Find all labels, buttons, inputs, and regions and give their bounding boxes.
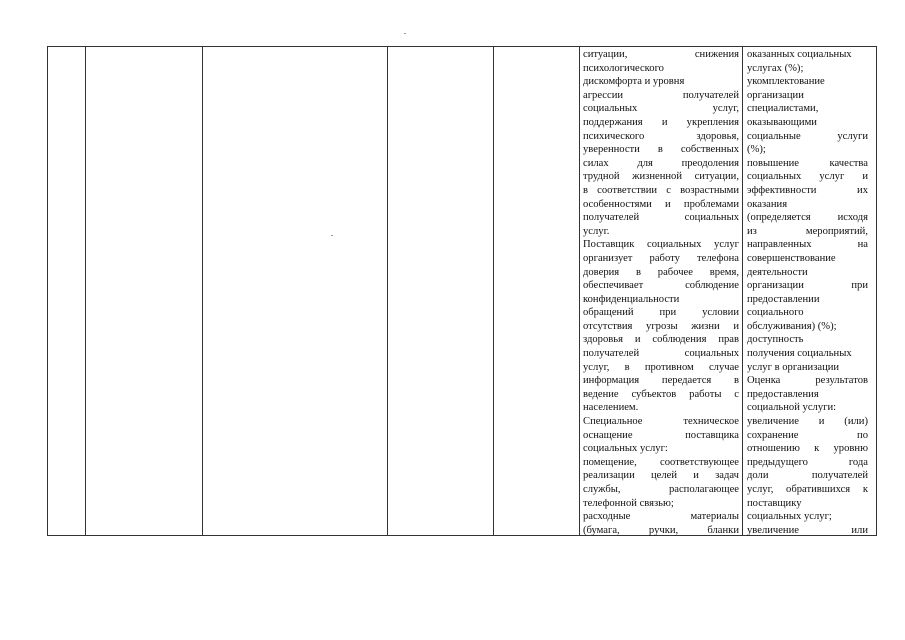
quality-indicators-cell — [747, 48, 868, 537]
text-line: социальные услуги — [747, 130, 868, 142]
text-line: социальных услуг и — [747, 171, 868, 183]
text-line: социальных услуг; — [747, 511, 832, 523]
text-line: увеличение и (или) — [747, 416, 868, 428]
text-line: поддержания и укрепления — [583, 116, 739, 128]
text-line: Оценка результатов — [747, 375, 868, 387]
text-line: психического здоровья, — [583, 130, 739, 142]
text-line: (бумага, ручки, бланки — [583, 524, 739, 536]
table-border-right — [876, 47, 877, 535]
text-line: сохранение по — [747, 429, 868, 441]
text-line: реализации целей и задач — [583, 470, 739, 482]
text-line: оказания — [747, 198, 788, 210]
text-line: в соответствии с возрастными — [583, 184, 739, 196]
text-line: (%); — [747, 144, 766, 156]
text-line: услуг. — [583, 225, 610, 237]
column-divider — [742, 47, 743, 535]
text-line: доступность — [747, 334, 804, 346]
column-divider — [493, 47, 494, 535]
text-line: особенностями и проблемами — [583, 198, 739, 210]
text-line: предоставления — [747, 388, 819, 400]
text-line: обслуживания) (%); — [747, 320, 837, 332]
text-line: организации — [747, 89, 804, 101]
text-line: службы, располагающее — [583, 484, 739, 495]
text-line: трудной жизненной ситуации, — [583, 171, 739, 183]
text-line: дискомфорта и уровня — [583, 76, 685, 88]
text-line: психологического — [583, 62, 664, 74]
text-line: услуг, в противном случае — [583, 361, 739, 373]
text-line: доли получателей — [747, 470, 868, 482]
text-line: организует работу телефона — [583, 252, 739, 264]
text-line: информация передается в — [583, 375, 739, 387]
text-line: ситуации, снижения — [583, 49, 739, 60]
text-line: услуг, обратившихся к — [747, 484, 868, 495]
text-line: оказывающими — [747, 116, 817, 128]
text-line: увеличение или — [747, 524, 868, 536]
text-line: социальных услуг: — [583, 443, 668, 455]
text-line: из мероприятий, — [747, 225, 868, 237]
table-border-left — [47, 47, 48, 535]
text-line: конфиденциальности — [583, 293, 680, 305]
text-line: отсутствия угрозы жизни и — [583, 320, 739, 332]
text-line: предоставлении — [747, 293, 820, 305]
text-line: поставщику — [747, 497, 802, 509]
text-line: оснащение поставщика — [583, 429, 739, 441]
text-line: здоровья и соблюдения прав — [583, 334, 739, 346]
column-divider — [387, 47, 388, 535]
scan-speck — [404, 33, 406, 34]
text-line: телефонной связью; — [583, 497, 674, 509]
text-line: эффективности их — [747, 184, 868, 196]
text-line: населением. — [583, 402, 639, 414]
text-line: деятельности — [747, 266, 808, 278]
text-line: социальной услуги: — [747, 402, 837, 414]
text-line: укомплектование — [747, 76, 825, 88]
text-line: получателей социальных — [583, 212, 739, 224]
text-line: уверенности в собственных — [583, 144, 739, 156]
text-line: агрессии получателей — [583, 89, 739, 101]
text-line: доверия в рабочее время, — [583, 266, 739, 278]
text-line: силах для преодоления — [583, 157, 739, 169]
text-line: Специальное техническое — [583, 416, 739, 428]
services-table — [47, 46, 877, 536]
text-line: Поставщик социальных услуг — [583, 239, 739, 251]
text-line: услугах (%); — [747, 62, 804, 74]
text-line: получателей социальных — [583, 348, 739, 360]
text-line: оказанных социальных — [747, 49, 852, 60]
text-line: специалистами, — [747, 103, 819, 115]
column-divider — [85, 47, 86, 535]
text-line: помещение, соответствующее — [583, 456, 739, 468]
text-line: ведение субъектов работы с — [583, 388, 739, 400]
text-line: расходные материалы — [583, 511, 739, 523]
text-line: обеспечивает соблюдение — [583, 280, 739, 292]
column-divider — [579, 47, 580, 535]
text-line: услуг в организации — [747, 361, 840, 373]
column-divider — [202, 47, 203, 535]
service-conditions-cell — [583, 48, 739, 537]
text-line: совершенствование — [747, 252, 836, 264]
text-line: предыдущего года — [747, 456, 868, 468]
text-line: отношению к уровню — [747, 443, 868, 455]
text-line: социального — [747, 307, 804, 319]
text-line: обращений при условии — [583, 307, 739, 319]
text-line: повышение качества — [747, 157, 868, 169]
text-line: организации при — [747, 280, 868, 292]
text-line: (определяется исходя — [747, 212, 868, 224]
text-line: получения социальных — [747, 348, 852, 360]
text-line: направленных на — [747, 239, 868, 251]
text-line: социальных услуг, — [583, 103, 739, 115]
